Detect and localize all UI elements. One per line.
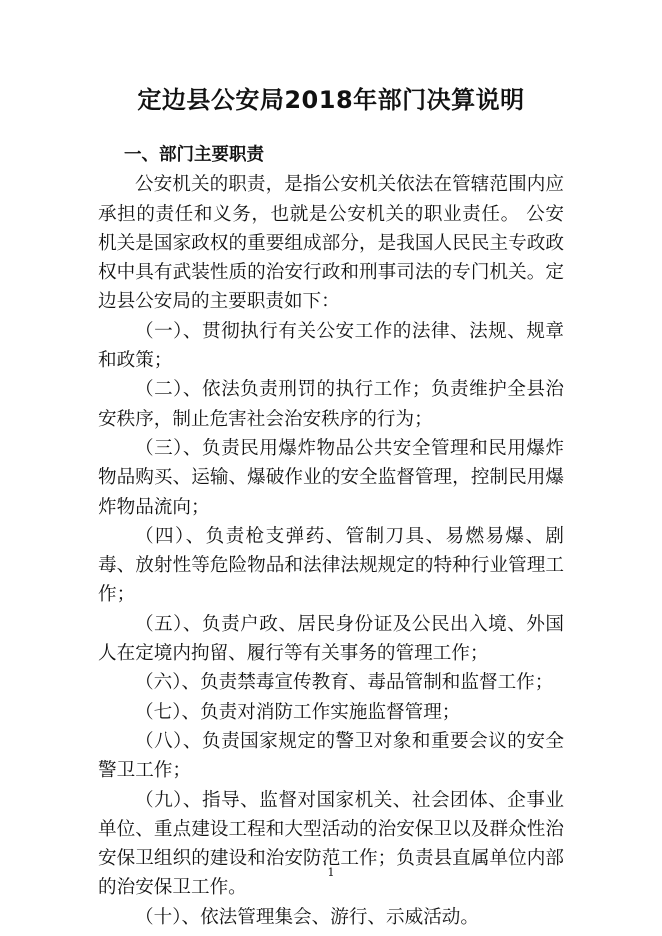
duty-item-2: （二）、依法负责刑罚的执行工作；负责维护全县治安秩序，制止危害社会治安秩序的行为； bbox=[98, 379, 564, 430]
section-heading: 一、部门主要职责 bbox=[124, 145, 264, 165]
duty-item-4: （四）、负责枪支弹药、管制刀具、易燃易爆、剧毒、放射性等危险物品和法律法规规定的特种行业管理工作； bbox=[98, 525, 564, 606]
document-title: 定边县公安局2018年部门决算说明 bbox=[137, 86, 525, 114]
duty-item-9: （九）、指导、监督对国家机关、社会团体、企事业单位、重点建设工程和大型活动的治安保卫以及群众性治安保卫组织的建设和治安防范工作；负责县直属单位内部的治安保卫工作。 bbox=[98, 789, 564, 899]
duty-item-7: （七）、负责对消防工作实施监督管理； bbox=[135, 701, 461, 723]
duty-item-6: （六）、负责禁毒宣传教育、毒品管制和监督工作； bbox=[135, 672, 554, 694]
page-number: 1 bbox=[327, 866, 335, 879]
duty-item-5: （五）、负责户政、居民身份证及公民出入境、外国人在定境内拘留、履行等有关事务的管理工作； bbox=[98, 613, 564, 665]
duty-item-3: （三）、负责民用爆炸物品公共安全管理和民用爆炸物品购买、运输、爆破作业的安全监督管理，控制民用爆炸物品流向； bbox=[98, 437, 564, 518]
intro-paragraph: 公安机关的职责，是指公安机关依法在管辖范围内应承担的责任和义务，也就是公安机关的职业责任。 公安机关是国家政权的重要组成部分，是我国人民民主专政政权中具有武装性质的治安行政和刑事司法的专门机关。定边县公安局的主要职责如下： bbox=[98, 174, 564, 313]
duty-item-10: （十）、依法管理集会、游行、示威活动。 bbox=[135, 906, 479, 928]
duty-item-8: （八）、负责国家规定的警卫对象和重要会议的安全警卫工作； bbox=[98, 730, 564, 782]
document-body bbox=[98, 141, 564, 932]
duty-item-1: （一）、贯彻执行有关公安工作的法律、法规、规章和政策； bbox=[98, 320, 564, 372]
